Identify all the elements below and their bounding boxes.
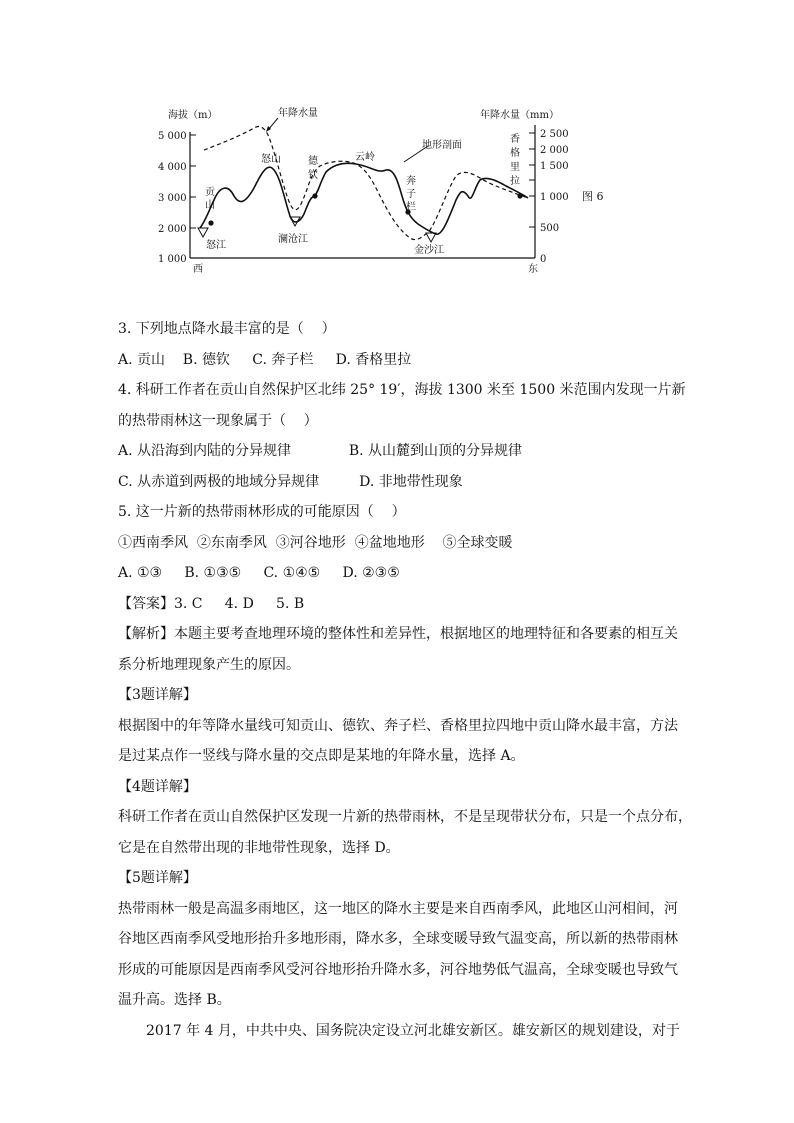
jinsha-river-symbol — [426, 233, 436, 242]
right-axis-title: 年降水量（mm） — [480, 110, 559, 121]
terrain-precipitation-figure — [150, 100, 620, 280]
direction-west: 西 — [193, 264, 203, 275]
q5-detail-line-2: 谷地区西南季风受地形抬升多地形雨，降水多，全球变暖导致气温变高，所以新的热带雨林 — [118, 931, 678, 947]
question-4-line-1: 4. 科研工作者在贡山自然保护区北纬 25° 19′，海拔 1300 米至 1500 米范围内发现一片新 — [118, 382, 686, 398]
right-tick-1500: 1 500 — [540, 161, 569, 172]
q3-detail-line-1: 根据图中的年等降水量线可知贡山、德钦、奔子栏、香格里拉四地中贡山降水最丰富，方法 — [118, 718, 678, 734]
figure-svg — [150, 100, 620, 280]
left-tick-4000: 4 000 — [158, 162, 187, 173]
gongshan-marker — [208, 220, 213, 225]
q3-detail-heading: 【3题详解】 — [118, 687, 197, 703]
analysis-line-1: 【解析】本题主要考查地理环境的整体性和差异性，根据地区的地理特征和各要素的相互关 — [118, 626, 678, 642]
q4-detail-line-1: 科研工作者在贡山自然保护区发现一片新的热带雨林，不是呈现带状分布，只是一个点分布， — [118, 809, 692, 825]
question-5: 5. 这一片新的热带雨林形成的可能原因（ ） — [118, 504, 406, 520]
question-3: 3. 下列地点降水最丰富的是（ ） — [118, 321, 336, 337]
label-shangrila-2: 格 — [510, 148, 520, 159]
label-gongshan-2: 山 — [205, 200, 215, 211]
left-tick-2000: 2 000 — [158, 224, 187, 235]
label-shangrila-1: 香 — [510, 134, 520, 145]
deqin-marker — [312, 193, 317, 198]
q5-detail-line-1: 热带雨林一般是高温多雨地区，这一地区的降水主要是来自西南季风，此地区山河相间，河 — [118, 901, 678, 917]
precipitation-line — [204, 127, 528, 240]
answer-line: 【答案】3. C 4. D 5. B — [118, 596, 305, 612]
next-passage-line-1: 2017 年 4 月，中共中央、国务院决定设立河北雄安新区。雄安新区的规划建设，对于 — [146, 1023, 680, 1039]
q5-detail-heading: 【5题详解】 — [118, 870, 197, 886]
label-lancang: 澜沧江 — [278, 234, 308, 245]
label-deqin-1: 德 — [308, 156, 318, 167]
nujiang-river-symbol — [198, 228, 208, 237]
right-tick-2500: 2 500 — [540, 129, 569, 140]
question-5-options: A. ①③ B. ①③⑤ C. ①④⑤ D. ②③⑤ — [118, 565, 400, 581]
label-nujiang-river: 怒江 — [206, 240, 226, 251]
right-tick-2000: 2 000 — [540, 145, 569, 156]
label-gongshan-1: 贡 — [205, 187, 215, 198]
left-axis-title: 海拔（m） — [168, 110, 218, 121]
label-yunling: 云岭 — [355, 152, 375, 163]
left-tick-1000: 1 000 — [158, 254, 187, 265]
q3-detail-line-2: 是过某点作一竖线与降水量的交点即是某地的年降水量，选择 A。 — [118, 748, 525, 764]
shangrila-marker — [517, 193, 522, 198]
label-deqin-2: 钦 — [308, 170, 318, 181]
right-tick-0: 0 — [540, 254, 547, 265]
label-jinsha: 金沙江 — [414, 245, 444, 256]
terrain-profile-line — [200, 163, 528, 234]
left-tick-3000: 3 000 — [158, 193, 187, 204]
analysis-line-2: 系分析地理现象产生的原因。 — [118, 657, 300, 673]
q4-detail-line-2: 它是在自然带出现的非地带性现象，选择 D。 — [118, 840, 400, 856]
label-precipitation: 年降水量 — [278, 108, 318, 119]
left-tick-5000: 5 000 — [158, 131, 187, 142]
direction-east: 东 — [528, 264, 538, 275]
right-tick-500: 500 — [540, 223, 560, 234]
label-benzilan-2: 子 — [406, 189, 416, 200]
label-shangrila-3: 里 — [510, 162, 520, 173]
q5-detail-line-3: 形成的可能原因是西南季风受河谷地形抬升降水多，河谷地势低气温高，全球变暖也导致气 — [118, 962, 678, 978]
question-4-options-ab: A. 从沿海到内陆的分异规律 B. 从山麓到山顶的分异规律 — [118, 443, 523, 459]
question-5-items: ①西南季风 ②东南季风 ③河谷地形 ④盆地地形 ⑤全球变暖 — [118, 535, 513, 551]
label-benzilan-1: 奔 — [406, 176, 416, 187]
figure-number: 图 6 — [582, 190, 604, 203]
label-terrain-profile: 地形剖面 — [422, 140, 462, 151]
right-tick-1000: 1 000 — [540, 192, 569, 203]
label-shangrila-4: 拉 — [510, 176, 520, 187]
q5-detail-line-4: 温升高。选择 B。 — [118, 992, 231, 1008]
question-3-options: A. 贡山 B. 德钦 C. 奔子栏 D. 香格里拉 — [118, 352, 412, 368]
label-nushan: 怒山 — [261, 154, 281, 165]
question-4-line-2: 的热带雨林这一现象属于（ ） — [118, 413, 318, 429]
label-benzilan-3: 栏 — [406, 202, 416, 213]
question-4-options-cd: C. 从赤道到两极的地域分异规律 D. 非地带性现象 — [118, 474, 463, 490]
q4-detail-heading: 【4题详解】 — [118, 779, 197, 795]
